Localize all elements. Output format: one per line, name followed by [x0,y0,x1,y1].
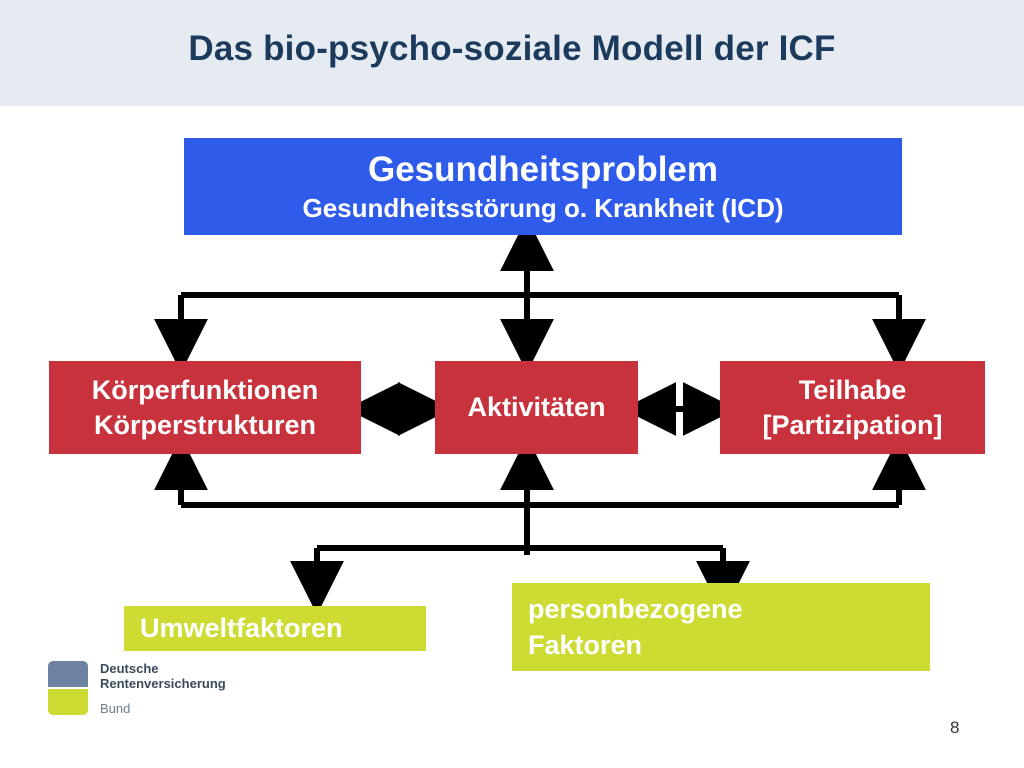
participation-label: Teilhabe [798,374,907,405]
logo-line-2: Rentenversicherung [100,676,226,691]
health-problem-subtitle: Gesundheitsstörung o. Krankheit (ICD) [302,192,784,223]
slide-body [0,106,1024,768]
logo-mark-lower-icon [48,689,88,715]
personal-factors-box [512,583,930,671]
activities-label: Aktivitäten [467,392,606,422]
health-problem-box [184,138,902,235]
participation-sublabel: [Partizipation] [762,409,943,440]
page-title: Das bio-psycho-soziale Modell der ICF [188,29,836,68]
personal-factors-label-line2: Faktoren [528,630,643,660]
body-functions-label: Körperfunktionen [91,374,319,405]
body-functions-structures-box [49,361,361,454]
body-structures-label: Körperstrukturen [93,409,317,440]
logo-line-1: Deutsche [100,661,159,676]
logo-wordmark [100,661,226,716]
personal-factors-label-line1: personbezogene [528,594,743,624]
participation-box [720,361,985,454]
slide-header [0,0,1024,106]
activities-box [435,361,638,454]
environmental-factors-box [124,606,426,651]
environmental-factors-label: Umweltfaktoren [140,613,343,643]
deutsche-rentenversicherung-logo [48,661,268,721]
logo-mark-upper-icon [48,661,88,687]
page-number: 8 [950,718,960,737]
health-problem-title: Gesundheitsproblem [367,149,719,189]
logo-line-3: Bund [100,701,131,716]
